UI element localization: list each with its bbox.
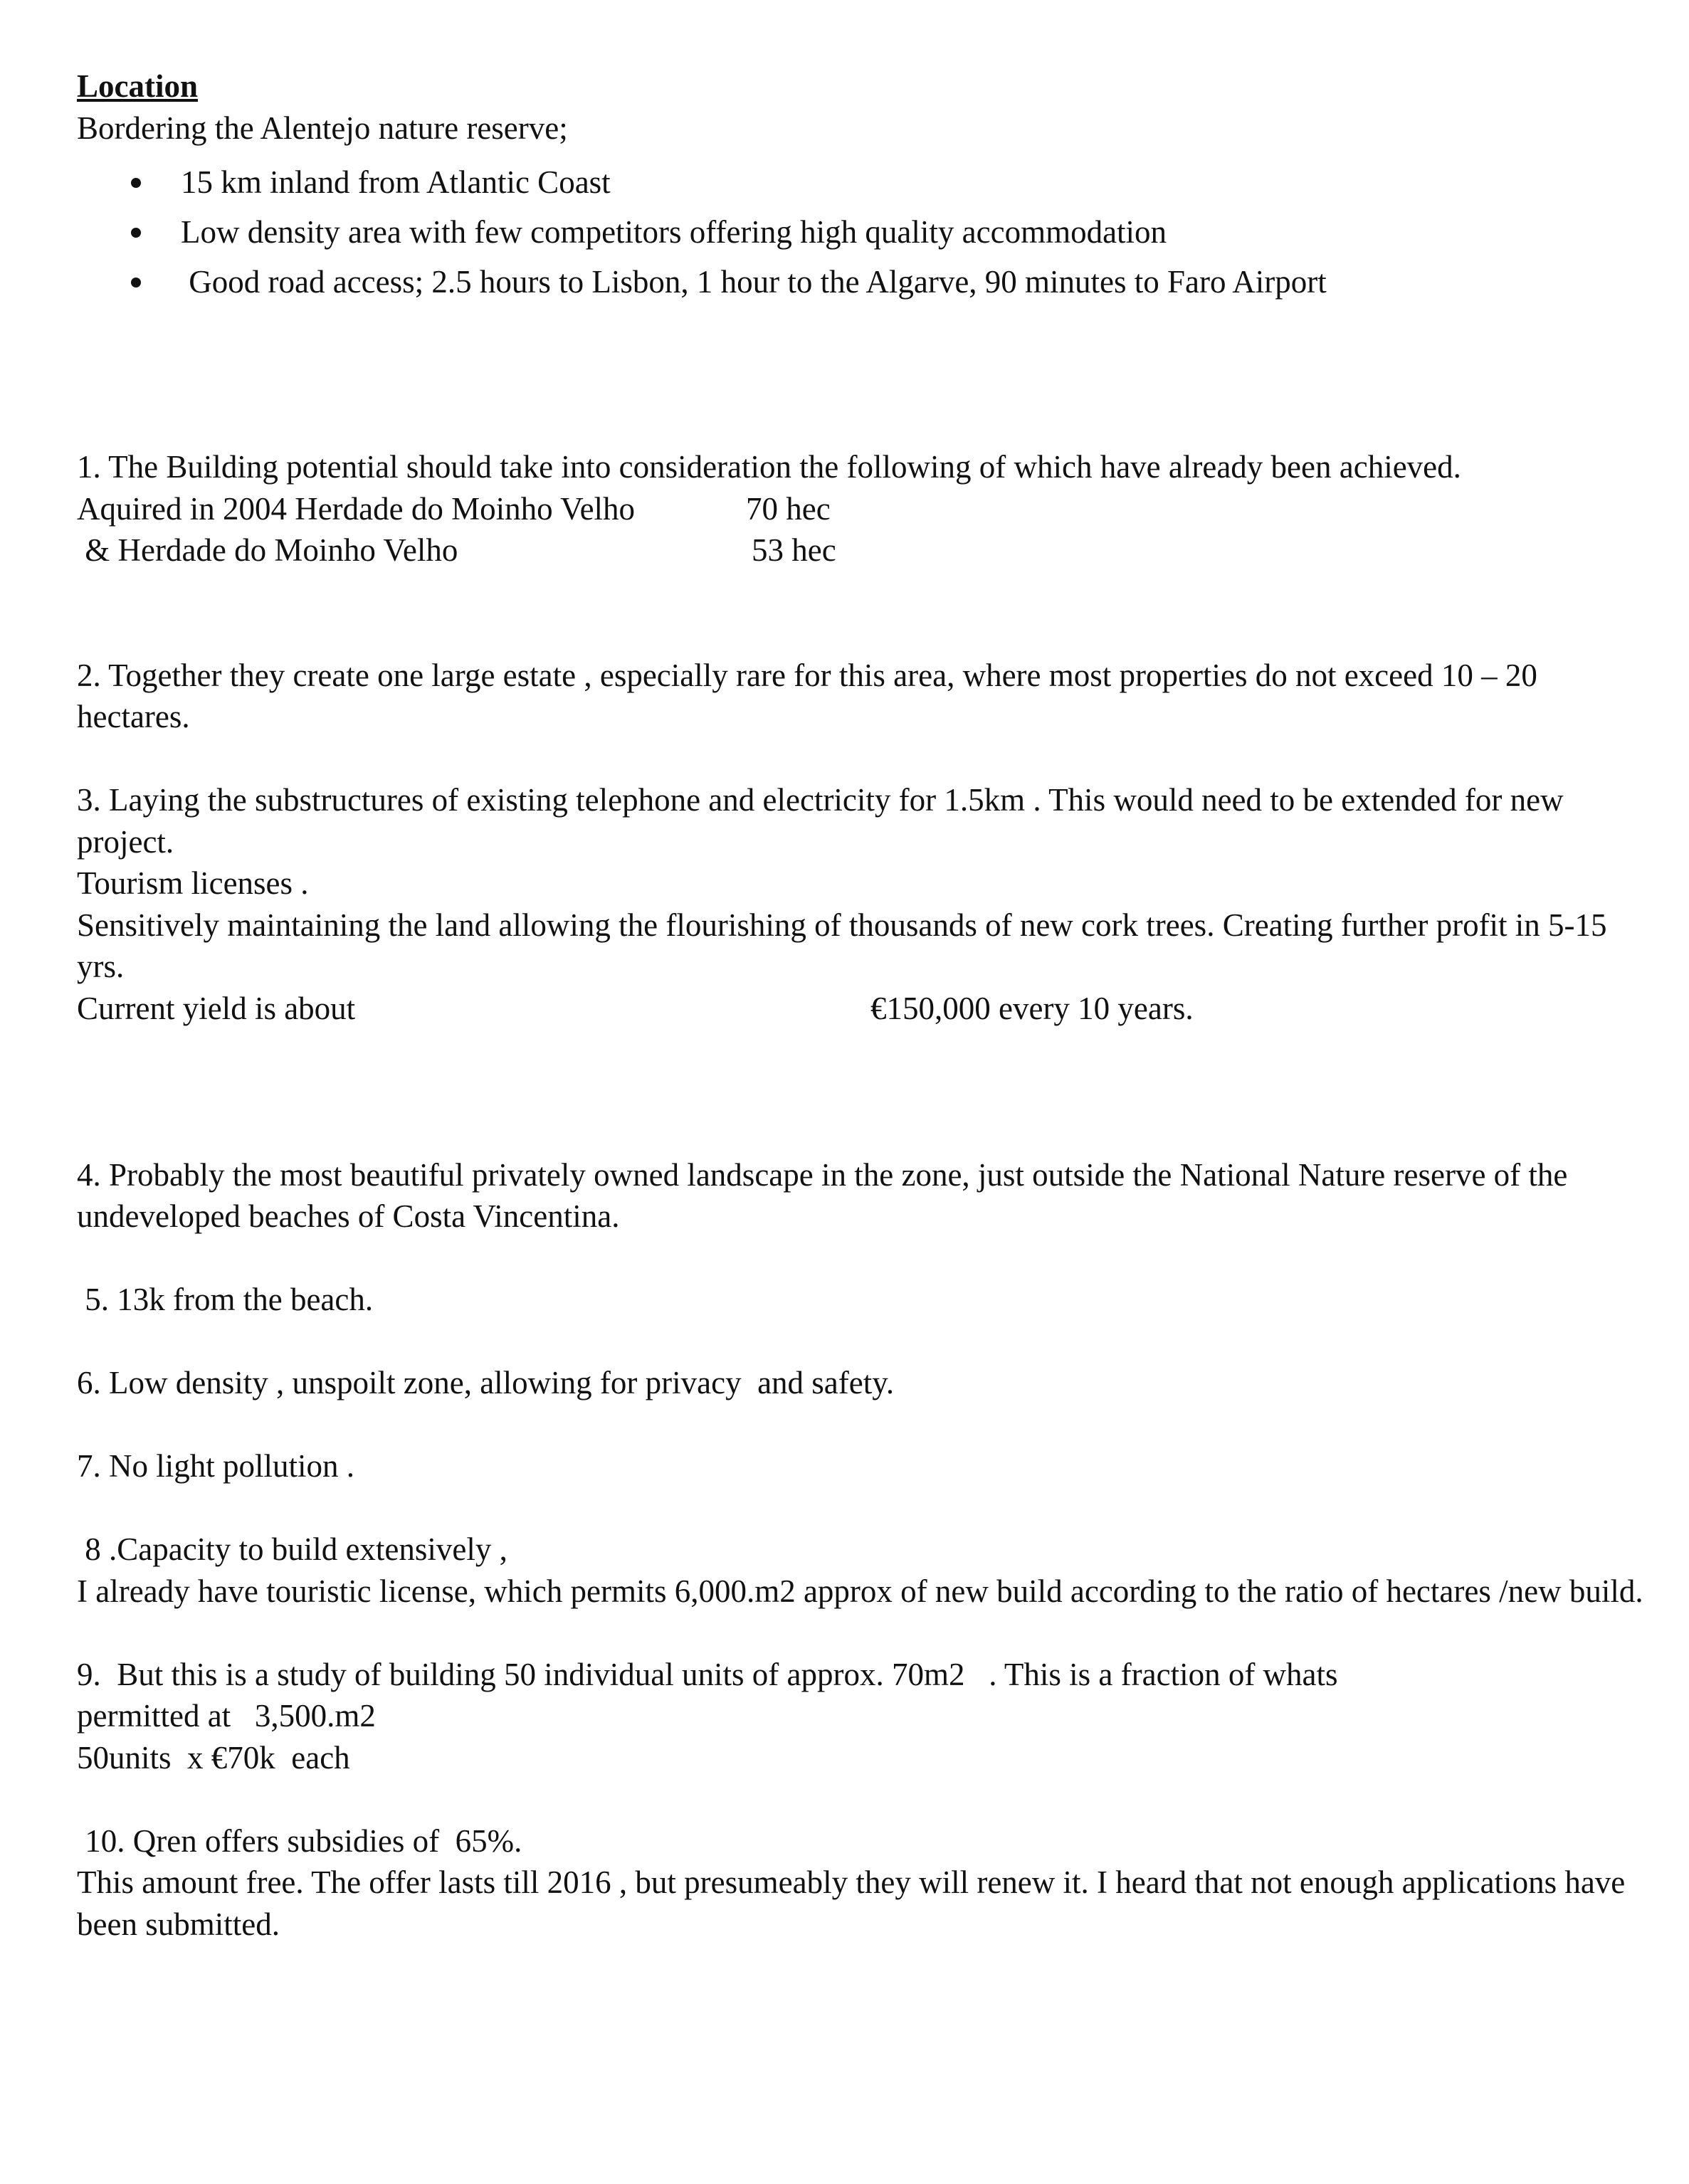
item-10-text: This amount free. The offer lasts till 2016 , but presumeably they will renew it. I heard that not enough applications have been submitted. [77, 1864, 1626, 1942]
spacer [77, 1487, 1657, 1529]
item-1-row-2-value: 53 hec [752, 532, 836, 568]
item-3-cork: Sensitively maintaining the land allowing the flourishing of thousands of new cork trees. Creating further profit in 5-15 yrs. [77, 907, 1607, 984]
list-item: Low density area with few competitors offering high quality accommodation [77, 207, 1657, 257]
list-item: Good road access; 2.5 hours to Lisbon, 1 hour to the Algarve, 90 minutes to Faro Airport [77, 257, 1657, 307]
item-3-text: 3. Laying the substructures of existing telephone and electricity for 1.5km . This would need to be extended for new project. [77, 782, 1564, 860]
item-3-licenses: Tourism licenses . [77, 865, 309, 901]
item-5-text: 5. 13k from the beach. [77, 1282, 374, 1317]
spacer [77, 571, 1657, 655]
list-item: 15 km inland from Atlantic Coast [77, 157, 1657, 207]
location-bullet-list [77, 157, 1657, 307]
item-3-yield-row [77, 988, 1657, 1030]
item-1-row-1 [77, 488, 1657, 530]
item-9-line-3: 50units x €70k each [77, 1739, 350, 1776]
spacer [77, 1404, 1657, 1446]
spacer [77, 1778, 1657, 1820]
item-9-line-2: permitted at 3,500.m2 [77, 1698, 376, 1734]
item-8-text: I already have touristic license, which permits 6,000.m2 approx of new build according to the ratio of hectares /new build. [77, 1573, 1643, 1609]
item-8-title: 8 .Capacity to build extensively , [77, 1531, 507, 1567]
item-3-yield-label: Current yield is about [77, 990, 356, 1026]
bullet-icon [131, 228, 141, 238]
document-page [77, 65, 1657, 1945]
bullet-icon [131, 178, 141, 188]
location-intro: Bordering the Alentejo nature reserve; [77, 110, 568, 146]
item-1-row-1-label: Aquired in 2004 Herdade do Moinho Velho [77, 490, 636, 527]
item-1-row-2-label: & Herdade do Moinho Velho [77, 532, 458, 568]
item-9-line-1: 9. But this is a study of building 50 individual units of approx. 70m2 . This is a fraction of whats [77, 1656, 1338, 1692]
item-3-yield-value: €150,000 every 10 years. [870, 990, 1194, 1026]
bullet-icon [131, 278, 141, 287]
spacer [77, 738, 1657, 780]
item-1-row-1-value: 70 hec [746, 490, 831, 527]
spacer [77, 1029, 1657, 1154]
spacer [77, 1612, 1657, 1654]
item-1-text: 1. The Building potential should take into consideration the following of which have already been achieved. [77, 449, 1461, 485]
item-4-text: 4. Probably the most beautiful privately owned landscape in the zone, just outside the National Nature reserve of the undeveloped beaches of Costa Vincentina. [77, 1156, 1568, 1234]
spacer [77, 1321, 1657, 1363]
location-heading: Location [77, 68, 199, 104]
item-7-text: 7. No light pollution . [77, 1448, 355, 1484]
spacer [77, 1238, 1657, 1280]
item-1-row-2 [77, 529, 1657, 571]
item-2-text: 2. Together they create one large estate , especially rare for this area, where most properties do not exceed 10 – 20 hectares. [77, 657, 1537, 734]
spacer [77, 307, 1657, 446]
item-10-title: 10. Qren offers subsidies of 65%. [77, 1822, 522, 1859]
item-6-text: 6. Low density , unspoilt zone, allowing for privacy and safety. [77, 1365, 895, 1400]
